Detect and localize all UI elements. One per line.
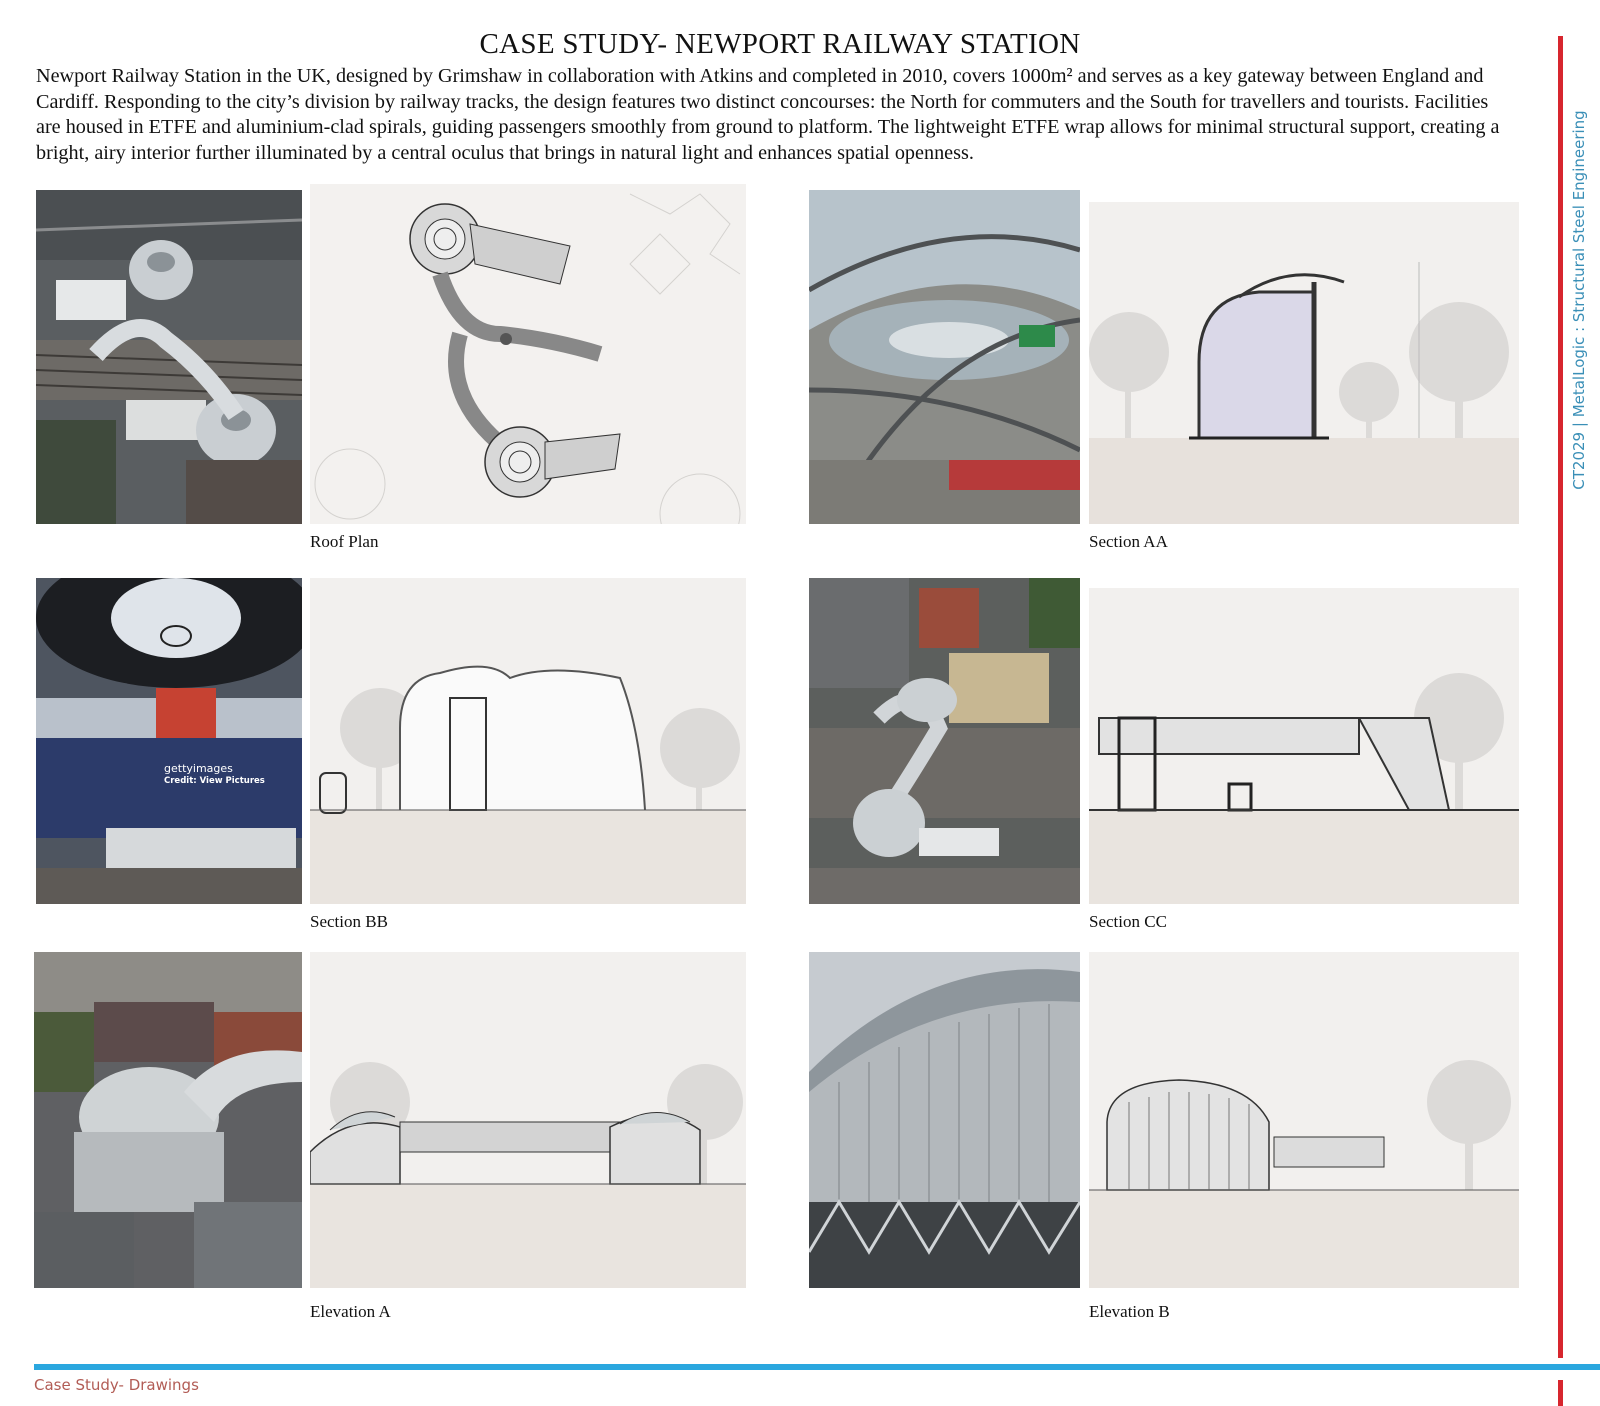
section-cc-drawing xyxy=(1089,588,1519,904)
section-bb-drawing xyxy=(310,578,746,904)
elevation-b-drawing xyxy=(1089,952,1519,1288)
aerial-photo-town xyxy=(809,578,1080,904)
section-aa-drawing xyxy=(1089,202,1519,524)
footer-rule xyxy=(34,1364,1600,1370)
caption-section-aa: Section AA xyxy=(1089,532,1168,551)
caption-roof-plan: Roof Plan xyxy=(310,532,379,551)
elevation-a-drawing xyxy=(310,952,746,1288)
sidebar-accent-line-bottom xyxy=(1558,1380,1563,1406)
interior-photo-concourse xyxy=(36,578,302,904)
photo-dome-exterior xyxy=(809,952,1080,1288)
roof-plan-drawing xyxy=(310,184,746,524)
caption-elevation-b: Elevation B xyxy=(1089,1302,1170,1321)
aerial-photo-station xyxy=(36,190,302,524)
sidebar-accent-line xyxy=(1558,36,1563,1358)
sidebar-label: CT2029 | MetalLogic : Structural Steel Engineering xyxy=(1570,110,1588,490)
watermark-credit: Credit: View Pictures xyxy=(164,776,265,786)
footer-label: Case Study- Drawings xyxy=(34,1376,199,1394)
watermark-brand: gettyimages xyxy=(164,762,233,775)
caption-elevation-a: Elevation A xyxy=(310,1302,391,1321)
photo-station-town xyxy=(34,952,302,1288)
page-title: CASE STUDY- NEWPORT RAILWAY STATION xyxy=(479,28,1081,60)
interior-photo-oculus xyxy=(809,190,1080,524)
caption-section-bb: Section BB xyxy=(310,912,388,931)
intro-paragraph: Newport Railway Station in the UK, designed by Grimshaw in collaboration with Atkins and completed in 2010, covers 1000m² and serves as a key gateway between England and Cardiff. Responding to the city’s division by railway tracks, the design features two distinct concourses: the North for commuters and the South for travellers and tourists. Facilities are housed in ETFE and aluminium-clad spirals, guiding passengers smoothly from ground to platform. The lightweight ETFE wrap allows for minimal structural support, creating a bright, airy interior further illuminated by a central oculus that brings in natural light and enhances spatial openness. xyxy=(36,65,1500,164)
caption-section-cc: Section CC xyxy=(1089,912,1167,931)
